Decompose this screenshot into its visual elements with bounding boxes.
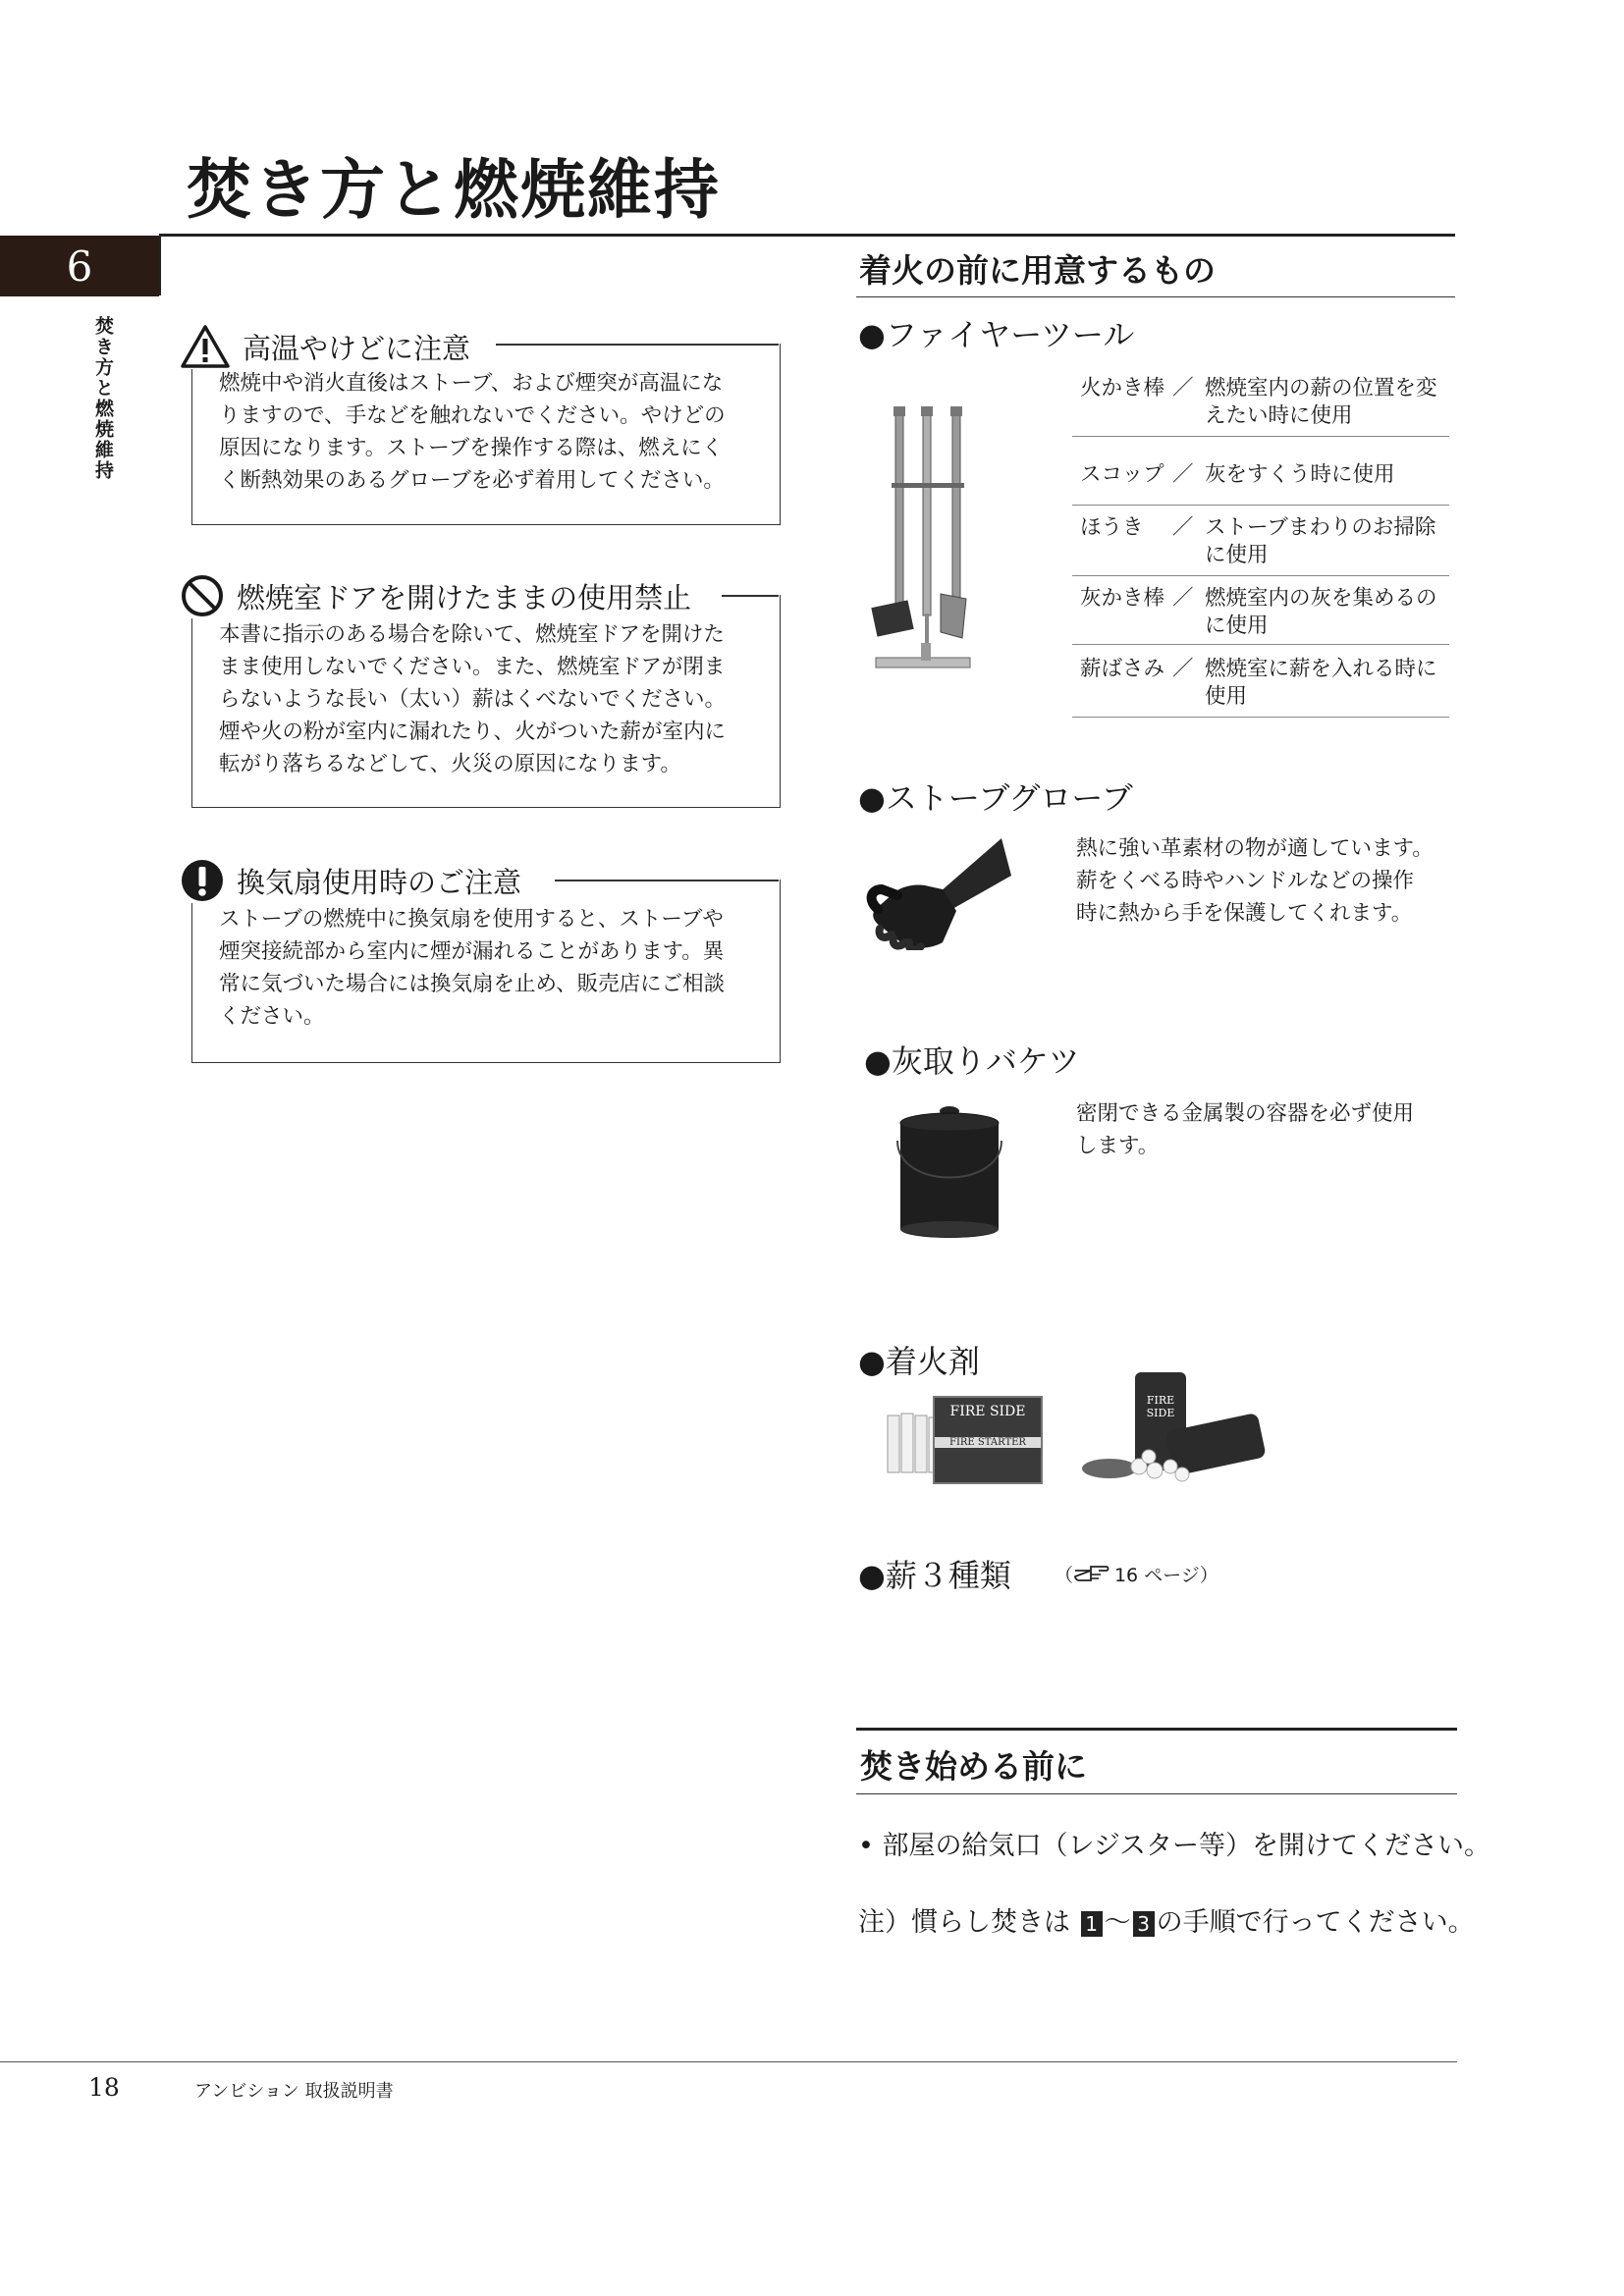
description-line: 密閉できる金属製の容器を必ず使用 <box>1076 1101 1415 1126</box>
description-line: 熱に強い革素材の物が適しています。 <box>1076 836 1434 861</box>
starter-box-label: FIRE STARTER <box>935 1437 1041 1448</box>
tool-separator: ／ <box>1172 462 1194 487</box>
warning-line: 燃焼中や消火直後はストーブ、および煙突が高温にな <box>219 371 724 396</box>
starter-can-label: FIRE SIDE <box>1146 1394 1175 1419</box>
before-rule-top <box>856 1728 1457 1731</box>
warning-text <box>219 367 759 497</box>
warning-line: まま使用しないでください。また、燃焼室ドアが閉ま <box>219 655 726 679</box>
warning-header <box>180 573 701 618</box>
note-prefix: 注）慣らし焚きは <box>858 1907 1070 1938</box>
tool-name: 火かき棒 <box>1080 376 1165 400</box>
tool-description: 燃焼室に薪を入れる時に使用 <box>1205 657 1437 709</box>
warning-text <box>219 618 759 780</box>
warning-line: らないような長い（太い）薪はくべないでください。 <box>219 687 727 712</box>
tool-separator: ／ <box>1172 515 1194 540</box>
warning-header <box>180 858 531 903</box>
tool-description: ストーブまわりのお掃除に使用 <box>1205 515 1436 567</box>
ash-bucket-illustration <box>895 1101 1003 1249</box>
description-line: 時に熱から手を保護してくれます。 <box>1076 901 1413 926</box>
chapter-divider <box>159 237 161 295</box>
tool-name: 薪ばさみ <box>1080 657 1165 681</box>
warning-line: ください。 <box>219 1004 325 1029</box>
warning-line: ストーブの燃焼中に換気扇を使用すると、ストーブや <box>219 907 724 932</box>
tool-separator: ／ <box>1172 657 1194 681</box>
tool-separator: ／ <box>1172 586 1194 611</box>
fire-tools-heading: ●ファイヤーツール <box>858 316 1135 353</box>
glove-heading: ●ストーブグローブ <box>858 779 1133 817</box>
exclamation-icon <box>180 858 225 903</box>
step-badge: 1 <box>1081 1911 1103 1937</box>
firewood-heading: ●薪３種類 <box>858 1557 1011 1594</box>
manual-title: アンビション 取扱説明書 <box>194 2081 394 2102</box>
starter-box <box>933 1396 1043 1484</box>
glove-description <box>1076 832 1453 930</box>
fire-starter-can-illustration <box>1080 1372 1276 1490</box>
warning-title: 高温やけどに注意 <box>243 331 471 365</box>
before-rule-bottom <box>856 1793 1457 1794</box>
description-line: 薪をくべる時やハンドルなどの操作 <box>1076 869 1415 893</box>
tool-separator: ／ <box>1172 376 1194 400</box>
warning-line: 本書に指示のある場合を除いて、燃焼室ドアを開けた <box>219 622 725 647</box>
page-reference-open: （ <box>1054 1564 1073 1586</box>
warning-triangle-icon <box>180 324 231 369</box>
tool-divider <box>1072 436 1449 437</box>
warning-line: 転がり落ちるなどして、火災の原因になります。 <box>219 752 681 776</box>
side-label: 焚き方と燃焼維持 <box>92 316 114 481</box>
warning-line: 常に気づいた場合には換気扇を止め、販売店にご相談 <box>219 972 726 996</box>
ash-bucket-description <box>1076 1097 1453 1162</box>
prohibited-icon <box>180 573 225 618</box>
tool-name: スコップ <box>1080 462 1164 487</box>
description-line: します。 <box>1076 1134 1160 1158</box>
tool-description: 燃焼室内の灰を集めるのに使用 <box>1205 586 1437 638</box>
fire-starter-box-illustration <box>884 1396 1041 1484</box>
warning-header <box>180 324 480 369</box>
note-tilde: ～ <box>1104 1907 1131 1938</box>
stove-glove-illustration <box>864 832 1011 950</box>
warning-door-open <box>191 573 781 809</box>
starter-can-side-icon <box>1080 1412 1276 1490</box>
before-heading: 焚き始める前に <box>860 1747 1087 1786</box>
before-bullet: • 部屋の給気口（レジスター等）を開けてください。 <box>858 1831 1491 1861</box>
starter-box-label: FIRE SIDE <box>949 1404 1026 1419</box>
pointing-hand-icon <box>1073 1563 1110 1584</box>
prep-rule <box>856 296 1455 297</box>
fire-starter-heading: ●着火剤 <box>858 1343 980 1380</box>
note-suffix: の手順で行ってください。 <box>1156 1907 1475 1938</box>
tool-name: 灰かき棒 <box>1080 586 1165 611</box>
page-title: 焚き方と燃焼維持 <box>187 151 721 228</box>
tool-name: ほうき <box>1080 515 1144 540</box>
tool-description: 燃焼室内の薪の位置を変えたい時に使用 <box>1205 376 1437 428</box>
tool-divider <box>1072 575 1449 576</box>
warning-line: く断熱効果のあるグローブを必ず着用してください。 <box>219 468 725 493</box>
warning-ventilation-fan <box>191 858 781 1064</box>
tool-divider <box>1072 717 1449 718</box>
warning-line: 原因になります。ストーブを操作する際は、燃えにく <box>219 436 724 460</box>
page-reference: 16 ページ） <box>1113 1564 1218 1586</box>
warning-high-temperature <box>191 324 781 525</box>
warning-title: 換気扇使用時のご注意 <box>237 865 522 899</box>
tool-divider <box>1072 644 1449 645</box>
firewood-row <box>858 1551 1218 1596</box>
top-rule <box>159 234 1455 237</box>
fire-tool-set-illustration <box>864 402 972 677</box>
warning-line: 煙突接続部から室内に煙が漏れることがあります。異 <box>219 939 725 964</box>
page-number: 18 <box>88 2073 120 2102</box>
prep-heading: 着火の前に用意するもの <box>859 251 1216 290</box>
footer-rule <box>0 2061 1457 2062</box>
tool-divider <box>1072 505 1449 506</box>
break-in-note <box>858 1900 1475 1939</box>
warning-title: 燃焼室ドアを開けたままの使用禁止 <box>237 580 692 614</box>
warning-text <box>219 903 759 1033</box>
warning-line: 煙や火の粉が室内に漏れたり、火がついた薪が室内に <box>219 720 727 744</box>
warning-line: りますので、手などを触れないでください。やけどの <box>219 403 726 428</box>
ash-bucket-heading: ●灰取りバケツ <box>864 1042 1080 1080</box>
tool-description: 灰をすくう時に使用 <box>1205 462 1395 487</box>
step-badge: 3 <box>1133 1911 1155 1937</box>
chapter-number: 6 <box>0 236 159 296</box>
